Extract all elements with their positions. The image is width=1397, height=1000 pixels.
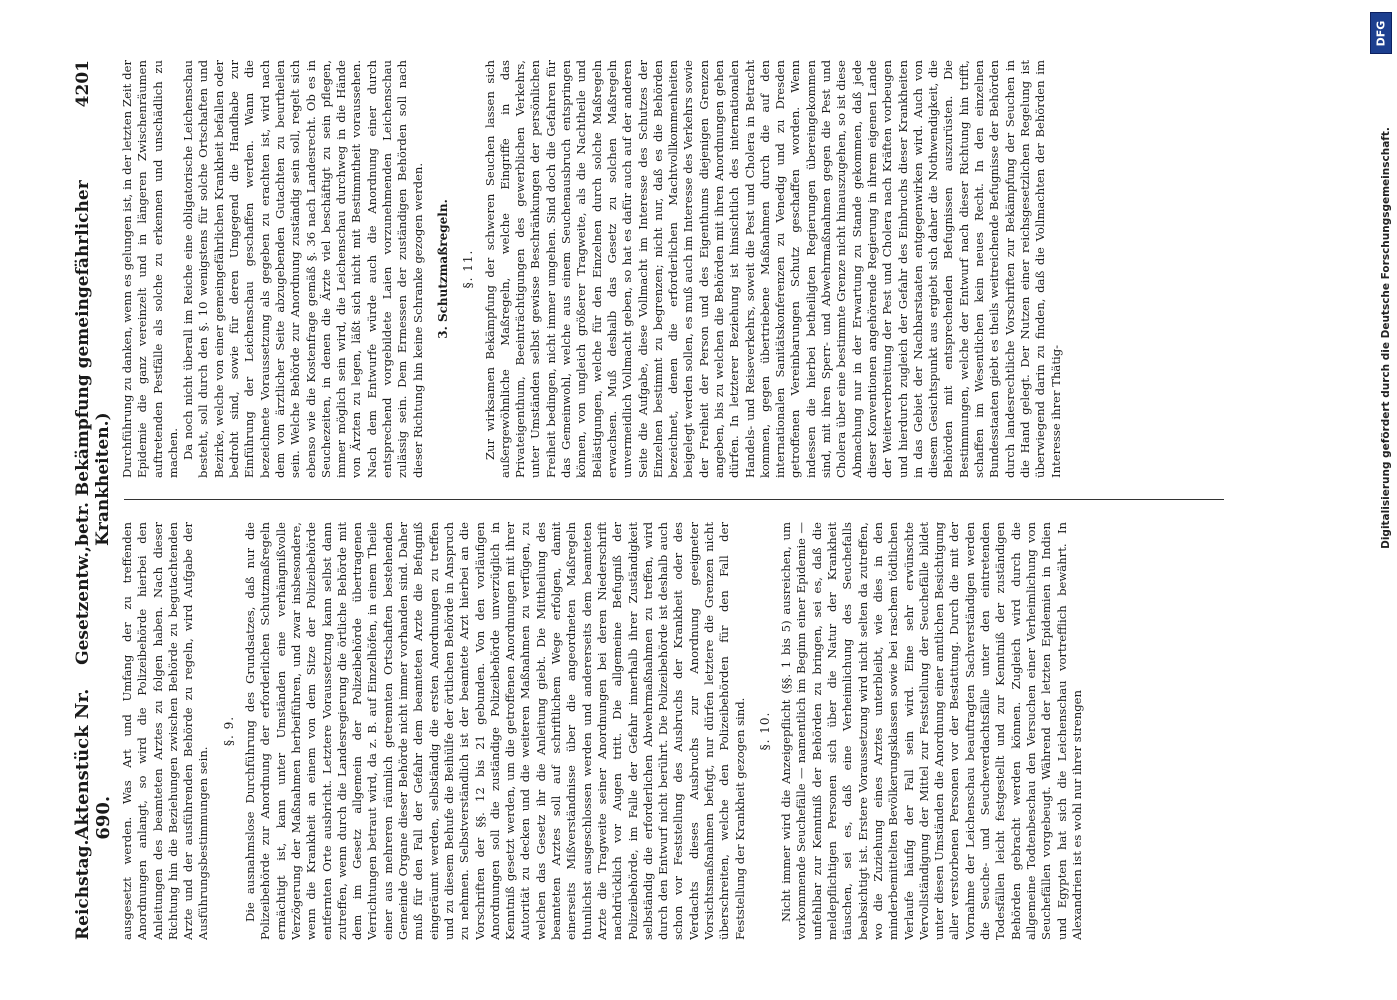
- section-heading-9: §. 9.: [221, 715, 236, 747]
- paragraph: Zur wirksamen Bekämpfung der schweren Seuchen lassen sich außergewöhnliche Maßregeln, welche Eingriffe in das Privateigenthum, Beeinträchtigungen des gewerblichen Verkehrs, unter Umständen selbst gewisse Beschränkungen der persönlichen Freiheit bedingen, nicht immer umgehen. Sind doch die Gefahren für das Gemeinwohl, welche aus einem Seuchenausbruch entspringen können, von ungleich größerer Tragweite, als die Nachtheile und Belästigungen, welche für den Einzelnen durch solche Maßregeln erwachsen. Muß deshalb das Gesetz zu solchen Maßregeln unvermeidlich Vollmacht geben, so hat es dafür auch auf der anderen Seite die Aufgabe, diese Vollmacht im Interesse des Schutzes der Einzelnen bestimmt zu begrenzen; nicht nur, daß es die Behörden bezeichnet, denen die erforderlichen Machtvollkommenheiten beigelegt werden sollen, es muß auch im Interesse des Verkehrs sowie der Freiheit der Person und des Eigenthums diejenigen Grenzen angeben, bis zu welchen die Behörden mit ihren Anordnungen gehen dürfen. In letzterer Beziehung ist hinsichtlich des internationalen Handels- und Reiseverkehrs, soweit die Pest und Cholera in Betracht kommen, gegen übertriebene Maßnahmen durch die auf den internationalen Sanitätskonferenzen zu Venedig und zu Dresden getroffenen Vereinbarungen Schutz geschaffen worden. Wenn indessen die hierbei betheiligten Regierungen übereingekommen sind, mit ihren Sperr- und Abwehrmaßnahmen gegen die Pest und Cholera über eine bestimmte Grenze nicht hinauszugehen, so ist diese Abmachung nur in der Erwartung zu Stande gekommen, daß jede dieser Konventionen angehörende Regierung in ihrem eigenen Lande der Weiterverbreitung der Pest und Cholera nach Kräften vorbeugen und hierdurch zugleich der Gefahr des Einbruchs dieser Krankheiten in das Gebiet der Nachbarstaaten entgegenwirken wird. Auch von diesem Gesichtspunkt aus ergiebt sich daher die Nothwendigkeit, die Behörden mit entsprechenden Befugnissen auszurüsten. Die Bestimmungen, welche der Entwurf nach dieser Richtung hin trifft, schaffen im Wesentlichen kein neues Recht. In den einzelnen Bundesstaaten giebt es theils weitreichende Befugnisse der Behörden durch landesrechtliche Vorschriften zur Bekämpfung der Seuchen in die Hand gelegt. Der Nutzen einer reichsgesetzlichen Regelung ist überwiegend darin zu finden, daß die Vollmachten der Behörden im Interesse ihrer Thätig-: [482, 60, 1063, 478]
- paragraph: ausgesetzt werden. Was Art und Umfang der zu treffenden Anordnungen anlangt, so wird die Polizeibehörde hierbei den Anleitungen des beamteten Arztes zu folgen haben. Nach dieser Richtung hin die Beziehungen zwischen Behörde zu begutachtenden Arzte und der ausführenden Behörde zu regeln, wird Aufgabe der Ausführungsbestimmungen sein.: [120, 522, 211, 940]
- section-heading-10: §. 10.: [757, 711, 772, 751]
- paragraph: Die ausnahmslose Durchführung des Grundsatzes, daß nur die Polizeibehörde zur Anordnung der erforderlichen Schutzmaßregeln ermächtigt ist, kann unter Umständen eine verhängnißvolle Verzögerung der Maßnahmen herbeiführen, und zwar insbesondere, wenn die Krankheit an einem von dem Sitze der Polizeibehörde entfernten Orte ausbricht. Letztere Voraussetzung kann selbst dann zutreffen, wenn durch die Landesregierung die örtliche Behörde mit dem im Gesetz allgemein der Polizeibehörde übertragenen Verrichtungen betraut wird, da z. B. auf Einzelhöfen, in einem Theile einer aus mehreren räumlich getrennten Ortschaften bestehenden Gemeinde Organe dieser Behörde nicht immer vorhanden sind. Daher muß für den Fall der Gefahr dem beamteten Arzte die Befugniß eingeräumt werden, selbständig die ersten Anordnungen zu treffen und zu diesem Behufe die Beihülfe der örtlichen Behörde in Anspruch zu nehmen. Selbstverständlich ist der beamtete Arzt hierbei an die Vorschriften der §§. 12 bis 21 gebunden. Von den vorläufigen Anordnungen soll die zuständige Polizeibehörde unverzüglich in Kenntniß gesetzt werden, um die getroffenen Anordnungen mit ihrer Autorität zu decken und die weiteren Maßnahmen zu verfügen, zu welchen das Gesetz ihr die Anleitung giebt. Die Mittheilung des beamteten Arztes soll auf schriftlichem Wege erfolgen, damit einerseits Mißverständnisse über die angeordneten Maßregeln thunlichst ausgeschlossen werden und andererseits dem beamteten Arzte die Tragweite seiner Anordnungen bei deren Niederschrift nachdrücklich vor Augen tritt. Die allgemeine Befugniß der Polizeibehörde, im Falle der Gefahr innerhalb ihrer Zuständigkeit selbständig die erforderlichen Abwehrmaßnahmen zu treffen, wird durch den Entwurf nicht berührt. Die Polizeibehörde ist deshalb auch schon vor Feststellung des Ausbruchs der Krankheit oder des Verdachts dieses Ausbruchs zur Anordnung geeigneter Vorsichtsmaßnahmen befugt, nur dürfen letztere die Grenzen nicht überschreiten, welche den Polizeibehörden für den Fall der Feststellung der Krankheit gezogen sind.: [243, 522, 747, 940]
- paragraph: Durchführung zu danken, wenn es gelungen ist, in der letzten Zeit der Epidemie die ganz vereinzelt und in längeren Zwischenräumen auftretenden Pestfälle als solche zu erkennen und unschädlich zu machen.: [120, 60, 180, 478]
- header-document-number: Aktenstück Nr. 690.: [72, 688, 114, 840]
- paragraph: Nicht immer wird die Anzeigepflicht (§§. 1 bis 5) ausreichen, um vorkommende Seuchefälle — namentlich im Beginn einer Epidemie — unfehlbar zur Kenntniß der Behörden zu bringen, sei es, daß die meldepflichtigen Personen sich über die Natur der Krankheit täuschen, sei es, daß eine Verheimlichung des Seuchefalls beabsichtigt ist. Erstere Voraussetzung wird nicht selten da zutreffen, wo die Zuziehung eines Arztes unterbleibt, wie dies in den minderbemittelten Bevölkerungsklassen sowie bei raschem tödtlichen Verlaufe häufig der Fall sein wird. Eine sehr erwünschte Vervollständigung der Mittel zur Feststellung der Seuchefälle bildet unter diesen Umständen die Anordnung einer amtlichen Besichtigung aller verstorbenen Personen vor der Bestattung. Durch die mit der Vornahme der Leichenschau beauftragten Sachverständigen werden die Seuche- und Seucheverdachtsfälle unter den eintretenden Todesfällen leicht festgestellt und zur Kenntniß der zuständigen Behörden gebracht werden können. Zugleich wird durch die allgemeine Todtenbeschau den Versuchen einer Verheimlichung von Seuchefällen vorgebeugt. Während der letzten Epidemien in Indien und Egypten hat sich die Leichenschau vortrefflich bewährt. In Alexandrien ist es wohl nur ihrer strengen: [779, 522, 1084, 940]
- left-column: [120, 522, 1280, 940]
- page-body: [72, 60, 1282, 940]
- header-left: Reichstag.: [73, 839, 93, 940]
- digitisation-credit: Digitalisierung gefördert durch die Deutsche Forschungsgemeinschaft.: [1380, 127, 1392, 549]
- page-number: 4201: [73, 60, 93, 108]
- text-columns: [120, 60, 1280, 940]
- running-head: [72, 60, 114, 940]
- right-column: [120, 60, 1280, 478]
- paragraph: Da noch nicht überall im Reiche eine obligatorische Leichenschau besteht, soll durch den §. 10 wenigstens für solche Ortschaften und Bezirke, welche von einer gemeingefährlichen Krankheit befallen oder bedroht sind, sowie für deren Umgegend die Handhabe zur Einführung der Leichenschau geschaffen werden. Wann die bezeichnete Voraussetzung als gegeben zu erachten ist, wird nach dem von ärztlicher Seite abzugebenden Gutachten zu beurtheilen sein. Welche Behörde zur Anordnung zuständig sein soll, regelt sich ebenso wie die Kostenfrage gemäß §. 36 nach Landesrecht. Ob es in Seuchezeiten, in denen die Ärzte viel beschäftigt zu sein pflegen, immer möglich sein wird, die Leichenschau durchweg in die Hände von Ärzten zu legen, läßt sich nicht mit Bestimmtheit voraussehen. Nach dem Entwurfe würde auch die Anordnung einer durch entsprechend vorgebildete Laien vorzunehmenden Leichenschau zulässig sein. Dem Ermessen der zuständigen Behörden soll nach dieser Richtung hin keine Schranke gezogen werden.: [181, 60, 425, 478]
- digitisation-sidebar: [1368, 8, 1394, 998]
- column-divider: [124, 500, 1224, 501]
- subsection-heading: 3. Schutzmaßregeln.: [435, 199, 450, 339]
- dfg-logo-text: DFG: [1374, 20, 1388, 46]
- section-heading-11: §. 11.: [461, 249, 476, 289]
- header-right-a: Gesetzentw.,: [73, 545, 93, 665]
- header-title: betr. Bekämpfung gemeingefährlicher Krankheiten.): [73, 180, 113, 546]
